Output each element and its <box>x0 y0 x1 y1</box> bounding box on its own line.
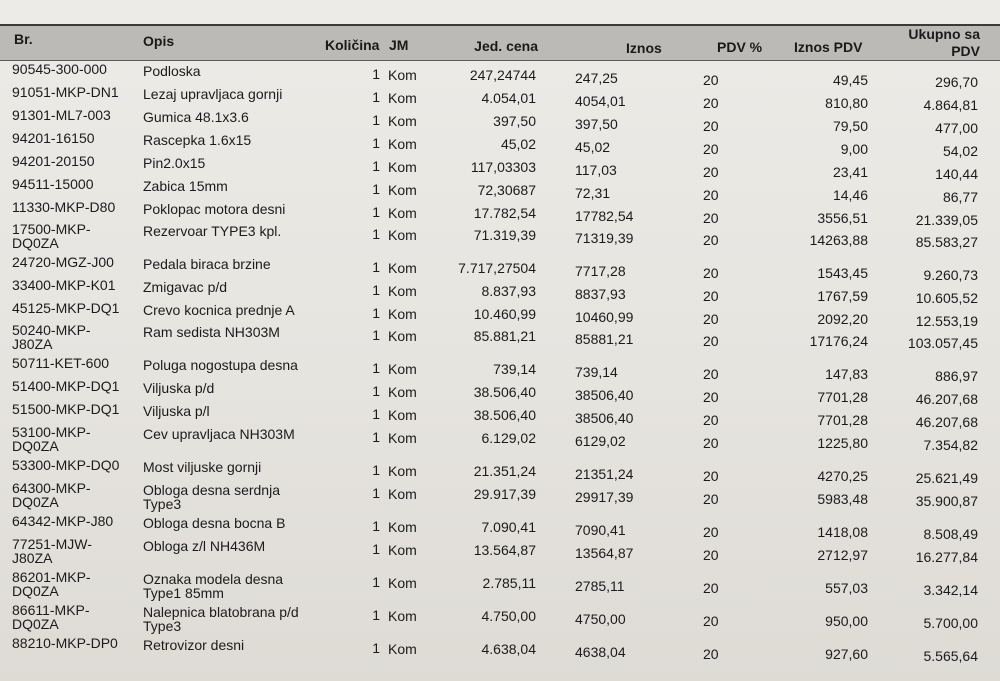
cell-quantity: 1 <box>372 541 380 557</box>
cell-unit: Kom <box>388 575 417 591</box>
cell-unit: Kom <box>388 136 417 152</box>
cell-description-line: Crevo kocnica prednje A <box>143 302 295 318</box>
cell-vat-amount: 2712,97 <box>817 547 868 563</box>
cell-quantity: 1 <box>372 327 380 343</box>
cell-unit-price: 17.782,54 <box>473 205 536 221</box>
cell-total: 4.864,81 <box>923 97 978 113</box>
cell-part-number-line: 33400-MKP-K01 <box>12 277 116 293</box>
cell-unit: Kom <box>388 641 417 657</box>
cell-total: 3.342,14 <box>923 582 978 598</box>
cell-description-line: Viljuska p/l <box>143 403 210 419</box>
cell-description-line: Type3 <box>143 496 182 512</box>
cell-amount: 71319,39 <box>575 230 634 246</box>
cell-part-number-line: 53100-MKP- <box>12 424 91 440</box>
cell-amount: 45,02 <box>575 139 611 155</box>
header-iznos-pdv: Iznos PDV <box>794 39 863 55</box>
cell-description <box>143 87 333 101</box>
cell-vat-rate: 20 <box>703 389 719 405</box>
cell-quantity: 1 <box>372 406 380 422</box>
cell-vat-amount: 14,46 <box>832 187 868 203</box>
cell-total: 296,70 <box>935 74 978 90</box>
cell-unit-price: 117,03303 <box>470 159 536 175</box>
cell-quantity: 1 <box>372 574 380 590</box>
cell-vat-rate: 20 <box>703 613 719 629</box>
header-jm: JM <box>389 37 409 53</box>
cell-description <box>143 638 333 652</box>
cell-part-number <box>12 62 137 76</box>
header-ukupno-line2: PDV <box>951 43 980 59</box>
cell-vat-amount: 79,50 <box>832 118 868 134</box>
cell-vat-rate: 20 <box>703 288 719 304</box>
cell-amount: 4750,00 <box>575 611 626 627</box>
cell-quantity: 1 <box>372 282 380 298</box>
cell-part-number <box>12 323 137 351</box>
cell-description-line: Zabica 15mm <box>143 178 228 194</box>
cell-unit: Kom <box>388 361 417 377</box>
cell-description <box>143 325 333 339</box>
cell-vat-amount: 1418,08 <box>817 524 868 540</box>
cell-unit: Kom <box>388 90 417 106</box>
cell-amount: 8837,93 <box>575 286 626 302</box>
cell-vat-rate: 20 <box>703 141 719 157</box>
cell-description-line: Nalepnica blatobrana p/d <box>143 604 299 620</box>
cell-vat-amount: 2092,20 <box>817 311 868 327</box>
cell-quantity: 1 <box>372 204 380 220</box>
cell-description <box>143 224 333 238</box>
cell-part-number <box>12 636 137 650</box>
cell-amount: 17782,54 <box>575 208 634 224</box>
cell-vat-amount: 1225,80 <box>817 435 868 451</box>
cell-total: 46.207,68 <box>915 414 978 430</box>
cell-part-number-line: 45125-MKP-DQ1 <box>12 300 120 316</box>
cell-vat-amount: 23,41 <box>832 164 868 180</box>
cell-description <box>143 381 333 395</box>
cell-total: 12.553,19 <box>915 313 978 329</box>
cell-description <box>143 404 333 418</box>
cell-total: 9.260,73 <box>923 267 978 283</box>
cell-unit-price: 10.460,99 <box>473 306 536 322</box>
cell-unit-price: 85.881,21 <box>473 328 536 344</box>
cell-unit: Kom <box>388 182 417 198</box>
cell-quantity: 1 <box>372 518 380 534</box>
cell-part-number-line: 11330-MKP-D80 <box>12 199 116 215</box>
cell-description <box>143 358 333 372</box>
cell-quantity: 1 <box>372 485 380 501</box>
cell-unit-price: 2.785,11 <box>482 575 536 591</box>
cell-amount: 85881,21 <box>575 331 634 347</box>
cell-part-number <box>12 379 137 393</box>
cell-total: 5.700,00 <box>923 615 978 631</box>
cell-part-number <box>12 425 137 453</box>
cell-part-number <box>12 514 137 528</box>
cell-description-line: Rascepka 1.6x15 <box>143 132 252 148</box>
cell-description <box>143 303 333 317</box>
cell-total: 477,00 <box>935 120 978 136</box>
cell-description-line: Poluga nogostupa desna <box>143 357 298 373</box>
cell-unit-price: 397,50 <box>493 113 536 129</box>
cell-part-number <box>12 603 137 631</box>
cell-unit: Kom <box>388 463 417 479</box>
cell-description-line: Pedala biraca brzine <box>143 256 271 272</box>
cell-part-number-line: 91051-MKP-DN1 <box>12 84 119 100</box>
cell-vat-rate: 20 <box>703 232 719 248</box>
cell-part-number <box>12 458 137 472</box>
cell-amount: 38506,40 <box>575 410 634 426</box>
cell-amount: 117,03 <box>575 162 617 178</box>
cell-unit-price: 72,30687 <box>477 182 536 198</box>
cell-part-number-line: DQ0ZA <box>12 494 59 510</box>
cell-part-number <box>12 131 137 145</box>
cell-quantity: 1 <box>372 226 380 242</box>
cell-part-number-line: 77251-MJW- <box>12 536 92 552</box>
cell-total: 103.057,45 <box>907 335 978 351</box>
cell-amount: 38506,40 <box>575 387 634 403</box>
header-opis: Opis <box>143 33 175 49</box>
cell-description <box>143 64 333 78</box>
cell-quantity: 1 <box>372 259 380 275</box>
cell-quantity: 1 <box>372 112 380 128</box>
cell-description-line: Type1 85mm <box>143 585 224 601</box>
cell-description-line: Zmigavac p/d <box>143 279 228 295</box>
cell-description-line: Obloga desna bocna B <box>143 515 286 531</box>
cell-unit: Kom <box>388 407 417 423</box>
cell-description <box>143 202 333 216</box>
cell-description <box>143 605 333 633</box>
header-kolicina: Količina <box>325 37 380 53</box>
cell-vat-amount: 4270,25 <box>817 468 868 484</box>
cell-unit-price: 7.090,41 <box>481 519 536 535</box>
cell-unit-price: 247,24744 <box>469 67 536 83</box>
cell-part-number-line: 94201-16150 <box>12 130 95 146</box>
cell-part-number-line: 91301-ML7-003 <box>12 107 111 123</box>
cell-description <box>143 516 333 530</box>
cell-vat-amount: 1767,59 <box>817 288 868 304</box>
cell-part-number-line: J80ZA <box>12 336 53 352</box>
cell-description <box>143 539 333 553</box>
cell-amount: 6129,02 <box>575 433 626 449</box>
cell-description-line: Obloga desna serdnja <box>143 482 280 498</box>
cell-vat-rate: 20 <box>703 210 719 226</box>
cell-unit: Kom <box>388 384 417 400</box>
cell-part-number <box>12 85 137 99</box>
cell-part-number-line: 51500-MKP-DQ1 <box>12 401 120 417</box>
cell-part-number <box>12 177 137 191</box>
cell-vat-amount: 5983,48 <box>817 491 868 507</box>
cell-description-line: Ram sedista NH303M <box>143 324 280 340</box>
cell-quantity: 1 <box>372 640 380 656</box>
cell-vat-rate: 20 <box>703 435 719 451</box>
cell-vat-amount: 810,80 <box>825 95 868 111</box>
cell-amount: 7090,41 <box>575 522 626 538</box>
cell-total: 21.339,05 <box>915 212 978 228</box>
cell-description <box>143 427 333 441</box>
cell-part-number-line: DQ0ZA <box>12 583 59 599</box>
cell-amount: 397,50 <box>575 116 618 132</box>
cell-total: 8.508,49 <box>923 526 978 542</box>
cell-vat-rate: 20 <box>703 187 719 203</box>
cell-part-number-line: 17500-MKP- <box>12 221 91 237</box>
cell-part-number-line: DQ0ZA <box>12 616 59 632</box>
cell-amount: 29917,39 <box>575 489 634 505</box>
cell-part-number <box>12 537 137 565</box>
cell-total: 86,77 <box>942 189 978 205</box>
cell-quantity: 1 <box>372 181 380 197</box>
cell-unit-price: 6.129,02 <box>481 430 536 446</box>
cell-part-number-line: 53300-MKP-DQ0 <box>12 457 120 473</box>
cell-quantity: 1 <box>372 66 380 82</box>
cell-total: 5.565,64 <box>923 648 978 664</box>
cell-vat-rate: 20 <box>703 95 719 111</box>
cell-part-number <box>12 356 137 370</box>
header-br: Br. <box>14 31 33 47</box>
cell-description <box>143 572 333 600</box>
cell-part-number-line: 86201-MKP- <box>12 569 91 585</box>
cell-vat-amount: 147,83 <box>825 366 868 382</box>
cell-part-number <box>12 481 137 509</box>
cell-vat-rate: 20 <box>703 164 719 180</box>
cell-unit-price: 71.319,39 <box>473 227 536 243</box>
cell-description-line: Lezaj upravljaca gornji <box>143 86 283 102</box>
cell-unit: Kom <box>388 205 417 221</box>
cell-part-number-line: 86611-MKP- <box>12 602 90 618</box>
cell-description-line: Obloga z/l NH436M <box>143 538 266 554</box>
cell-unit: Kom <box>388 542 417 558</box>
cell-description-line: Retrovizor desni <box>143 637 245 653</box>
cell-description <box>143 280 333 294</box>
cell-part-number <box>12 278 137 292</box>
cell-unit-price: 38.506,40 <box>473 384 536 400</box>
cell-unit: Kom <box>388 283 417 299</box>
cell-amount: 10460,99 <box>575 309 634 325</box>
cell-unit-price: 45,02 <box>500 136 536 152</box>
cell-part-number-line: 94201-20150 <box>12 153 95 169</box>
cell-description <box>143 133 333 147</box>
cell-unit-price: 8.837,93 <box>481 283 536 299</box>
cell-description-line: Oznaka modela desna <box>143 571 284 587</box>
cell-unit: Kom <box>388 113 417 129</box>
cell-vat-amount: 17176,24 <box>809 333 868 349</box>
cell-amount: 739,14 <box>575 364 618 380</box>
cell-unit: Kom <box>388 608 417 624</box>
cell-description <box>143 460 333 474</box>
cell-part-number <box>12 108 137 122</box>
cell-vat-rate: 20 <box>703 311 719 327</box>
cell-vat-rate: 20 <box>703 646 719 662</box>
cell-quantity: 1 <box>372 607 380 623</box>
cell-description <box>143 257 333 271</box>
cell-part-number-line: DQ0ZA <box>12 438 59 454</box>
cell-vat-amount: 557,03 <box>825 580 868 596</box>
cell-vat-rate: 20 <box>703 333 719 349</box>
cell-description-line: Viljuska p/d <box>143 380 215 396</box>
cell-part-number-line: 94511-15000 <box>12 176 94 192</box>
cell-total: 35.900,87 <box>915 493 978 509</box>
cell-part-number <box>12 222 137 250</box>
cell-unit-price: 739,14 <box>493 361 536 377</box>
cell-vat-rate: 20 <box>703 468 719 484</box>
cell-unit: Kom <box>388 260 417 276</box>
cell-unit-price: 13.564,87 <box>473 542 536 558</box>
cell-part-number-line: 88210-MKP-DP0 <box>12 635 118 651</box>
cell-vat-rate: 20 <box>703 547 719 563</box>
cell-unit-price: 4.054,01 <box>481 90 536 106</box>
cell-unit: Kom <box>388 159 417 175</box>
cell-unit: Kom <box>388 519 417 535</box>
cell-description-line: Rezervoar TYPE3 kpl. <box>143 223 282 239</box>
header-pdv: PDV % <box>717 39 763 55</box>
cell-amount: 4054,01 <box>575 93 626 109</box>
cell-amount: 72,31 <box>575 185 611 201</box>
cell-amount: 13564,87 <box>575 545 634 561</box>
cell-description-line: Poklopac motora desni <box>143 201 286 217</box>
cell-description <box>143 156 333 170</box>
cell-amount: 7717,28 <box>575 263 626 279</box>
cell-part-number-line: DQ0ZA <box>12 235 59 251</box>
cell-amount: 247,25 <box>575 70 618 86</box>
cell-part-number <box>12 154 137 168</box>
cell-part-number-line: 50240-MKP- <box>12 322 91 338</box>
cell-vat-rate: 20 <box>703 118 719 134</box>
cell-unit: Kom <box>388 227 417 243</box>
cell-description-line: Gumica 48.1x3.6 <box>143 109 249 125</box>
cell-part-number <box>12 301 137 315</box>
cell-part-number-line: 50711-KET-600 <box>12 355 110 371</box>
cell-quantity: 1 <box>372 383 380 399</box>
cell-description-line: Most viljuske gornji <box>143 459 262 475</box>
cell-part-number-line: 64300-MKP- <box>12 480 91 496</box>
cell-unit: Kom <box>388 328 417 344</box>
cell-part-number <box>12 255 137 269</box>
cell-part-number <box>12 570 137 598</box>
cell-vat-amount: 14263,88 <box>809 232 868 248</box>
cell-vat-amount: 1543,45 <box>817 265 868 281</box>
cell-unit-price: 4.750,00 <box>481 608 536 624</box>
cell-quantity: 1 <box>372 135 380 151</box>
cell-vat-rate: 20 <box>703 412 719 428</box>
cell-vat-amount: 950,00 <box>825 613 868 629</box>
cell-vat-amount: 7701,28 <box>817 389 868 405</box>
cell-quantity: 1 <box>372 360 380 376</box>
cell-total: 10.605,52 <box>915 290 978 306</box>
cell-part-number-line: 64342-MKP-J80 <box>12 513 114 529</box>
cell-total: 46.207,68 <box>915 391 978 407</box>
cell-unit-price: 29.917,39 <box>473 486 536 502</box>
header-jed-cena: Jed. cena <box>474 38 538 54</box>
cell-vat-amount: 9,00 <box>840 141 868 157</box>
cell-quantity: 1 <box>372 462 380 478</box>
cell-vat-rate: 20 <box>703 366 719 382</box>
cell-total: 7.354,82 <box>923 437 978 453</box>
cell-vat-amount: 927,60 <box>825 646 868 662</box>
cell-part-number <box>12 402 137 416</box>
cell-description <box>143 179 333 193</box>
cell-quantity: 1 <box>372 158 380 174</box>
cell-vat-rate: 20 <box>703 265 719 281</box>
cell-total: 85.583,27 <box>915 234 978 250</box>
cell-vat-rate: 20 <box>703 580 719 596</box>
cell-part-number-line: J80ZA <box>12 550 53 566</box>
header-ukupno <box>870 26 980 60</box>
header-iznos: Iznos <box>626 40 662 56</box>
cell-part-number-line: 90545-300-000 <box>12 61 107 77</box>
cell-unit: Kom <box>388 67 417 83</box>
cell-unit: Kom <box>388 486 417 502</box>
cell-description-line: Type3 <box>143 618 182 634</box>
cell-unit: Kom <box>388 430 417 446</box>
cell-vat-rate: 20 <box>703 72 719 88</box>
cell-total: 140,44 <box>935 166 978 182</box>
cell-amount: 21351,24 <box>575 466 634 482</box>
cell-amount: 2785,11 <box>575 578 625 594</box>
cell-quantity: 1 <box>372 429 380 445</box>
cell-unit-price: 4.638,04 <box>481 641 536 657</box>
cell-unit-price: 21.351,24 <box>473 463 536 479</box>
cell-vat-rate: 20 <box>703 491 719 507</box>
cell-unit-price: 7.717,27504 <box>458 260 536 276</box>
cell-description <box>143 483 333 511</box>
cell-part-number <box>12 200 137 214</box>
cell-vat-amount: 3556,51 <box>817 210 868 226</box>
cell-vat-rate: 20 <box>703 524 719 540</box>
cell-description-line: Pin2.0x15 <box>143 155 206 171</box>
cell-total: 54,02 <box>942 143 978 159</box>
cell-part-number-line: 51400-MKP-DQ1 <box>12 378 120 394</box>
cell-description-line: Cev upravljaca NH303M <box>143 426 295 442</box>
cell-unit-price: 38.506,40 <box>473 407 536 423</box>
cell-description <box>143 110 333 124</box>
cell-quantity: 1 <box>372 89 380 105</box>
cell-unit: Kom <box>388 306 417 322</box>
cell-quantity: 1 <box>372 305 380 321</box>
cell-vat-amount: 49,45 <box>832 72 868 88</box>
cell-part-number-line: 24720-MGZ-J00 <box>12 254 114 270</box>
cell-total: 886,97 <box>935 368 978 384</box>
cell-total: 16.277,84 <box>915 549 978 565</box>
header-ukupno-line1: Ukupno sa <box>908 26 980 42</box>
cell-amount: 4638,04 <box>575 644 626 660</box>
cell-description-line: Podloska <box>143 63 201 79</box>
cell-total: 25.621,49 <box>915 470 978 486</box>
cell-vat-amount: 7701,28 <box>817 412 868 428</box>
